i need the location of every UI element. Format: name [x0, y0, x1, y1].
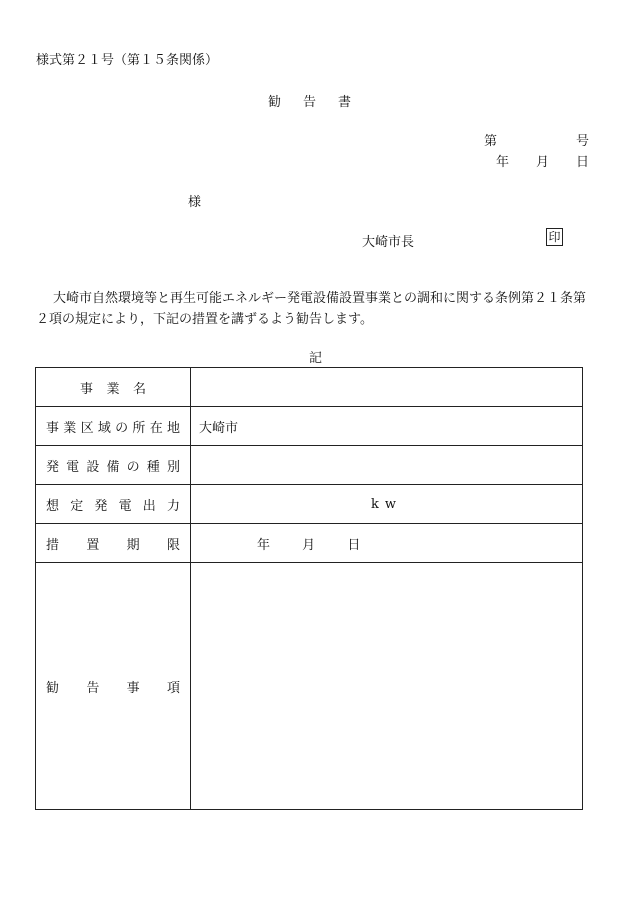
label-char: 名: [132, 381, 146, 397]
deadline-year: 年: [257, 537, 271, 553]
label-char: 所: [132, 420, 146, 436]
label-char: 発: [94, 498, 108, 514]
label-char: 出: [142, 498, 156, 514]
label-char: 告: [86, 680, 100, 696]
document-number-suffix: 号: [576, 134, 590, 149]
label-char: 区: [80, 420, 94, 436]
label-char: 種: [146, 459, 160, 475]
label-char: 勧: [46, 680, 60, 696]
date-year: 年: [496, 155, 510, 170]
label-char: 限: [166, 537, 180, 553]
ki-heading: 記: [309, 351, 323, 366]
label-char: 域: [97, 420, 111, 436]
label-assumed-output: [36, 485, 191, 524]
deadline-month: 月: [302, 537, 316, 553]
label-char: 電: [118, 498, 132, 514]
row-project-area: [36, 407, 583, 446]
label-char: 備: [106, 459, 120, 475]
row-equipment-type: [36, 446, 583, 485]
label-char: 設: [86, 459, 100, 475]
label-char: 項: [166, 680, 180, 696]
label-char: 定: [70, 498, 84, 514]
label-char: 力: [166, 498, 180, 514]
value-assumed-output[interactable]: [191, 485, 583, 524]
document-number-prefix: 第: [484, 134, 498, 149]
label-char: 期: [126, 537, 140, 553]
label-char: 在: [149, 420, 163, 436]
label-recommendation: [36, 563, 191, 810]
date-day: 日: [576, 155, 590, 170]
row-recommendation: [36, 563, 583, 810]
row-measure-deadline: [36, 524, 583, 563]
label-char: 想: [46, 498, 60, 514]
label-char: の: [126, 459, 140, 475]
document-title: 勧告書: [268, 95, 374, 110]
row-project-name: [36, 368, 583, 407]
label-char: 発: [46, 459, 60, 475]
label-char: 業: [106, 381, 120, 397]
label-measure-deadline: [36, 524, 191, 563]
addressee-honorific: 様: [188, 195, 202, 210]
label-equipment-type: [36, 446, 191, 485]
label-char: 電: [66, 459, 80, 475]
recommendation-table: [35, 367, 583, 810]
body-paragraph: 大崎市自然環境等と再生可能エネルギー発電設備設置事業との調和に関する条例第２１条第２項の規定により，下記の措置を講ずるよう勧告します。: [36, 291, 587, 327]
seal-mark: 印: [546, 228, 563, 246]
value-project-area[interactable]: 大崎市: [191, 407, 583, 446]
issuer-name: 大崎市長: [362, 235, 415, 250]
row-assumed-output: [36, 485, 583, 524]
label-char: 事: [80, 381, 94, 397]
value-project-name[interactable]: [191, 368, 583, 407]
label-char: 置: [86, 537, 100, 553]
value-measure-deadline[interactable]: [191, 524, 583, 563]
date-month: 月: [536, 155, 550, 170]
label-char: 措: [46, 537, 60, 553]
label-char: 別: [166, 459, 180, 475]
label-project-area: [36, 407, 191, 446]
form-number: 様式第２１号（第１５条関係）: [36, 53, 219, 68]
label-char: 事: [46, 420, 60, 436]
label-char: 地: [166, 420, 180, 436]
value-equipment-type[interactable]: [191, 446, 583, 485]
value-recommendation[interactable]: [191, 563, 583, 810]
label-project-name: [36, 368, 191, 407]
label-char: 業: [63, 420, 77, 436]
unit-kw: kw: [370, 496, 402, 512]
label-char: の: [115, 420, 129, 436]
label-char: 事: [126, 680, 140, 696]
deadline-day: 日: [347, 537, 361, 553]
